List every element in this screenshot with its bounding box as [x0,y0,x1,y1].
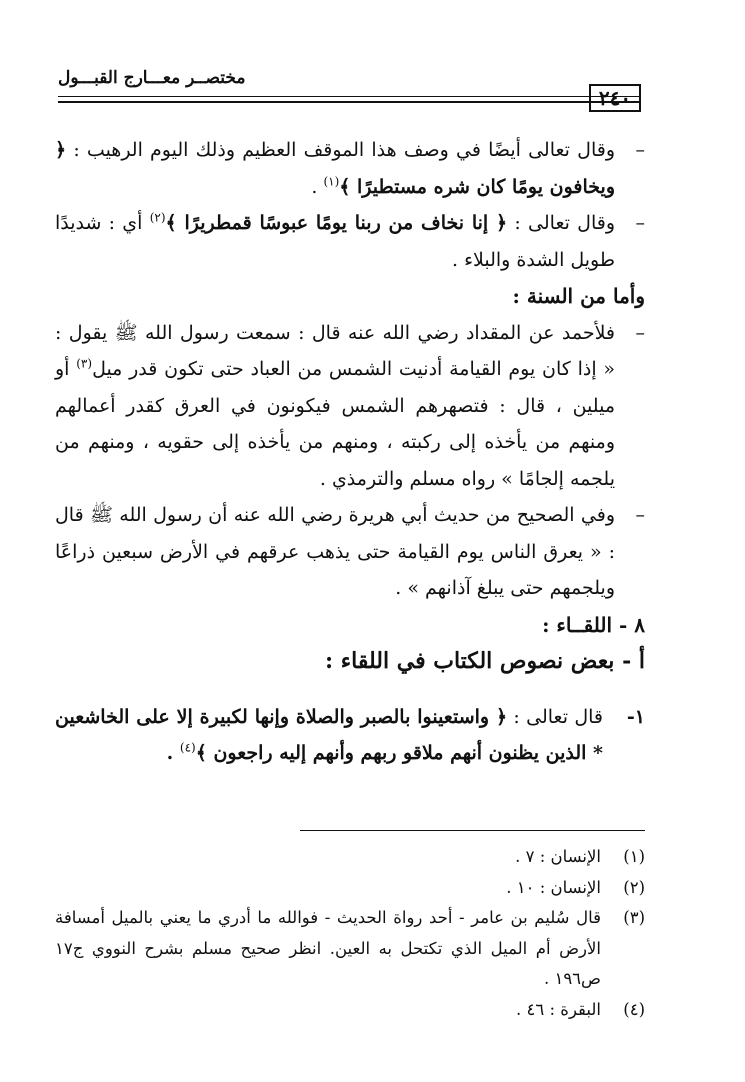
footnote-1 [55,842,645,873]
header-rule [58,96,641,97]
numbered-item-1 [55,699,645,772]
footnote-separator [300,830,645,831]
paragraph-text: وقال تعالى أيضًا في وصف هذا الموقف العظيم وذلك اليوم الرهيب : [73,139,615,161]
subsection-heading: أ - بعض نصوص الكتاب في اللقاء : [325,648,645,674]
footnote-text: قال سُليم بن عامر - أحد رواة الحديث - فوالله ما أدري ما يعني بالميل أمسافة الأرض أم الميل الذي تكتحل به العين. انظر صحيح مسلم بشرح النووي ج١٧ ص١٩٦ . [55,908,601,988]
paragraph-text-cont: أو ميلين ، قال : فتصهرهم الشمس فيكونون في العرق كقدر أعمالهم ومنهم من يأخذه إلى ركبته ، ومنهم من يأخذه إلى حقويه ، ومنهم من يلجمه إلجامًا » رواه مسلم والترمذي . [55,358,615,490]
paragraph-4 [55,497,645,607]
section-heading-sunna: وأما من السنة : [512,284,645,308]
running-head: مختصــر معـــارج القبـــول [58,68,246,88]
bullet-dash: – [635,212,645,234]
paragraph-1 [55,132,645,205]
footnote-ref: (٣) [76,356,93,371]
quran-verse: ﴿ ويخافون يومًا كان شره مستطيرًا ﴾ [55,139,615,198]
footnote-text: الإنسان : ١٠ . [506,877,601,897]
footnote-4 [55,995,645,1026]
page-number: ٢٤٠ [589,84,641,112]
paragraph-text: وقال تعالى : [507,212,616,234]
footnote-ref: (٢) [149,210,166,225]
footnote-number: (٣) [623,908,645,927]
footnote-ref: (٤) [179,740,196,755]
bullet-dash: – [635,139,645,161]
section-heading-liqaa: ٨ - اللقــاء : [542,612,645,637]
bullet-dash: – [635,321,645,344]
main-text [55,132,645,791]
paragraph-text: وفي الصحيح من حديث أبي هريرة رضي الله عنه أن رسول الله ﷺ قال : « يعرق الناس يوم القيامة حتى يذهب عرقهم في الأرض سبعين ذراعًا ويلجمهم حتى يبلغ آذانهم » . [55,504,615,599]
paragraph-text: فلأحمد عن المقداد رضي الله عنه قال : سمعت رسول الله ﷺ يقول : « إذا كان يوم القيامة أدنيت الشمس من العباد حتى تكون قدر ميل [55,321,616,380]
paragraph-2 [55,205,645,278]
footnote-3 [55,903,645,995]
item-text: قال تعالى : [507,705,603,728]
footnote-number: (١) [623,847,645,866]
footnotes [55,842,645,1025]
quran-verse: ﴿ واستعينوا بالصبر والصلاة وإنها لكبيرة إلا على الخاشعين * الذين يظنون أنهم ملاقو ربهم وأنهم إليه راجعون ﴾ [55,705,603,764]
footnote-number: (٤) [623,999,645,1019]
footnote-2 [55,873,645,904]
item-end: . [166,742,180,764]
header-rule-thick [58,101,641,103]
paragraph-end: . [311,175,324,198]
quran-verse: ﴿ إنا نخاف من ربنا يومًا عبوسًا قمطريرًا ﴾ [165,212,508,234]
footnote-ref: (١) [323,174,340,189]
footnote-text: البقرة : ٤٦ . [516,999,601,1019]
footnote-number: (٢) [623,877,645,897]
paragraph-3 [55,315,645,498]
paragraph-text-cont: أي : شديدًا طويل الشدة والبلاء . [55,212,615,271]
item-number: ١- [626,705,645,728]
footnote-text: الإنسان : ٧ . [515,847,601,866]
bullet-dash: – [635,504,645,526]
